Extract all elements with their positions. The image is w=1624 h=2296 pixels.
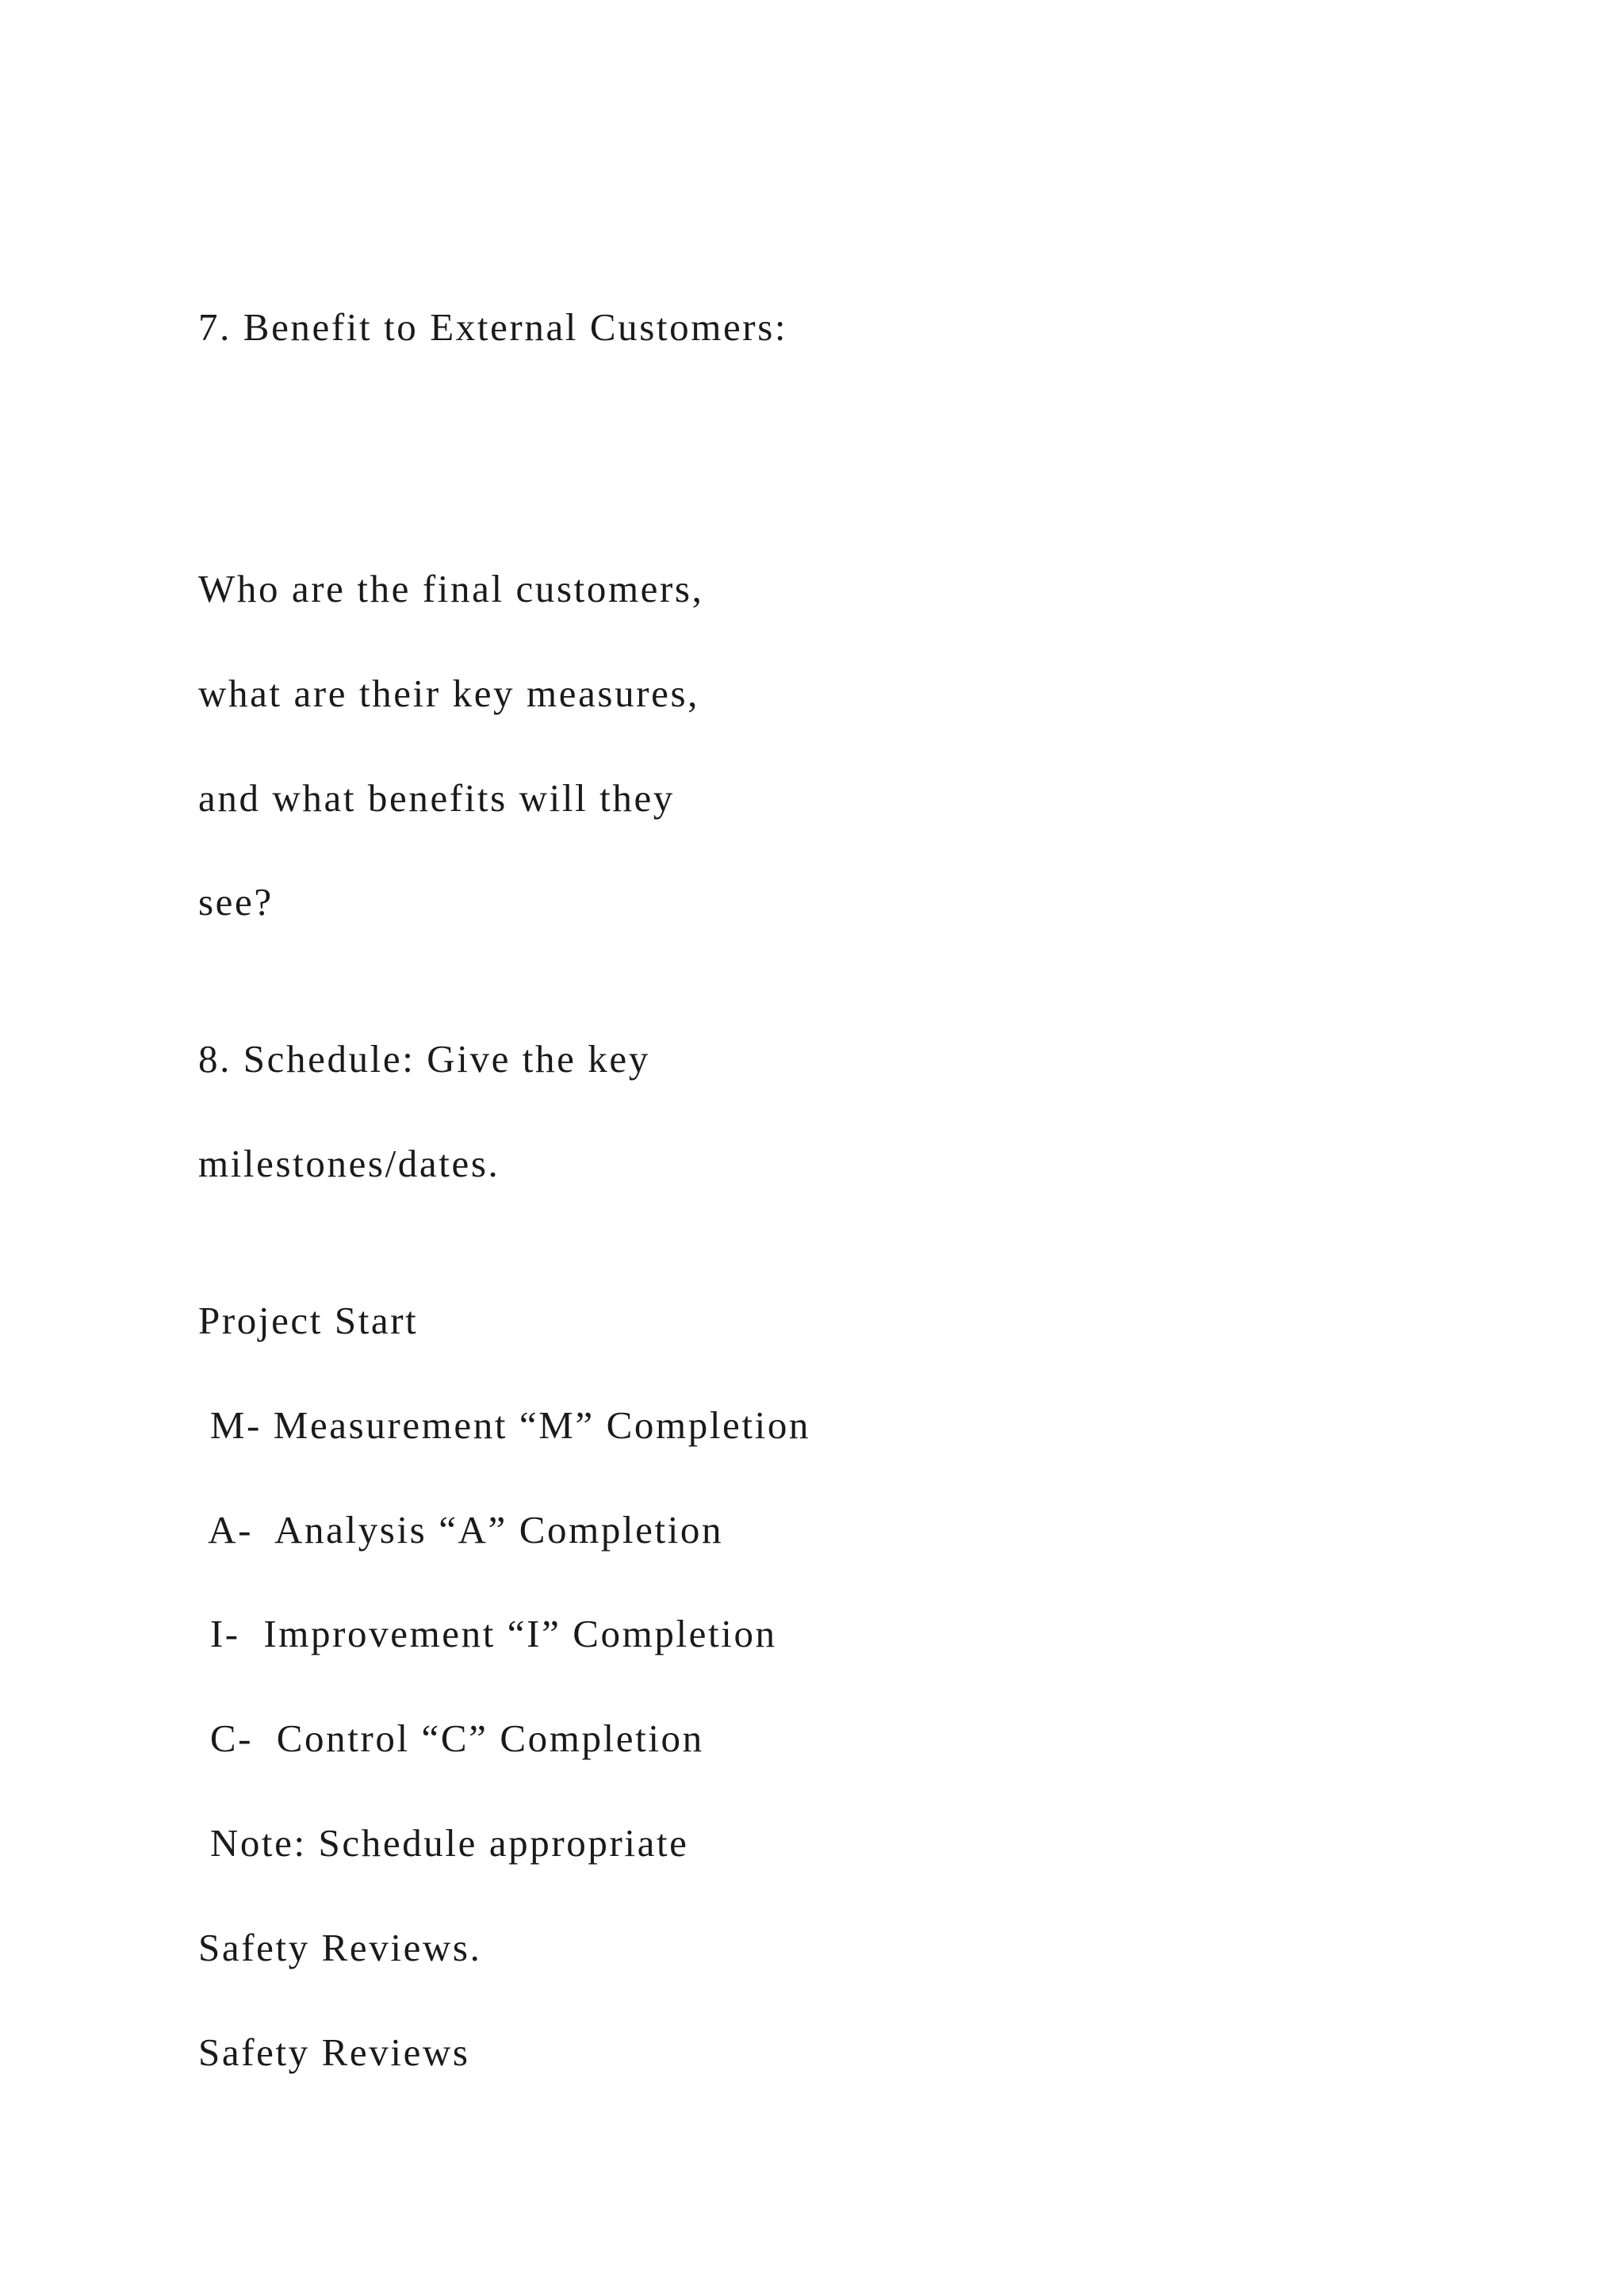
schedule-note-continued: Safety Reviews. (198, 1926, 482, 1969)
section-heading-schedule-continued: milestones/dates. (198, 1142, 500, 1185)
schedule-item-control: C- Control “C” Completion (198, 1716, 704, 1760)
question-line: Who are the final customers, (198, 567, 704, 610)
question-line: and what benefits will they (198, 776, 675, 820)
section-heading-schedule: 8. Schedule: Give the key (198, 1037, 650, 1081)
schedule-item-measurement: M- Measurement “M” Completion (198, 1403, 811, 1447)
question-line: what are their key measures, (198, 672, 699, 715)
schedule-item-safety-reviews: Safety Reviews (198, 2030, 470, 2074)
schedule-item-analysis: A- Analysis “A” Completion (198, 1508, 724, 1552)
section-heading-benefit-external-customers: 7. Benefit to External Customers: (198, 305, 788, 349)
schedule-note: Note: Schedule appropriate (198, 1821, 689, 1865)
schedule-item-project-start: Project Start (198, 1299, 419, 1342)
question-line: see? (198, 880, 274, 924)
schedule-item-improvement: I- Improvement “I” Completion (198, 1612, 777, 1655)
